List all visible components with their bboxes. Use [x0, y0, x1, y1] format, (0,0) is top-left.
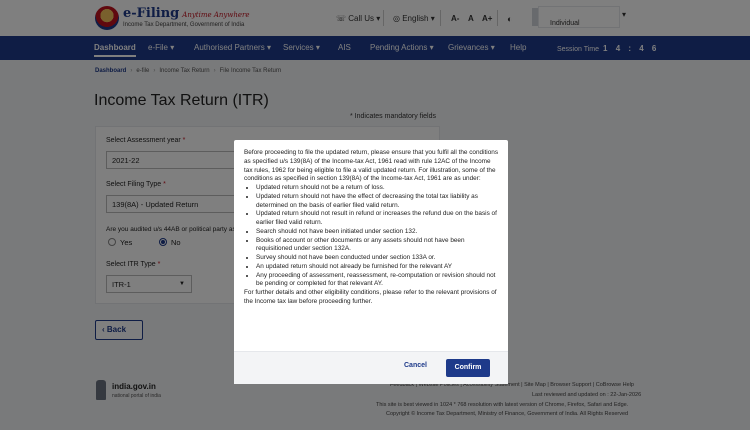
conditions-list [244, 184, 500, 289]
condition-item: • Updated return should not be a return of loss. [256, 184, 500, 193]
condition-item: • Books of account or other documents or any assets should not have been requisitioned under section 132A. [256, 237, 500, 255]
condition-item: • Survey should not have been conducted under section 133A or. [256, 254, 500, 263]
condition-item: • An updated return should not already be furnished for the relevant AY [256, 263, 500, 272]
cancel-button[interactable]: Cancel [404, 362, 427, 369]
confirm-button[interactable]: Confirm [446, 359, 490, 377]
dialog-footer [234, 351, 508, 384]
dialog-intro: Before proceeding to file the updated return, please ensure that you fulfil all the conditions as specified u/s 139(8A) of the Income-tax Act, 1961 read with rule 12AC of the Income tax rules, 1962 for being eligible to file a valid updated return. For illustration, some of the conditions as specified in section 139(8A) of the Income-tax Act, 1961 are as under: [244, 149, 499, 183]
dialog-body [244, 149, 500, 307]
condition-item: • Search should not have been initiated under section 132. [256, 228, 500, 237]
dialog-outro: For further details and other eligibility conditions, please refer to the relevant provisions of the Income tax law before proceeding further. [244, 289, 497, 305]
condition-item: • Any proceeding of assessment, reassessment, re-computation or revision should not be pending or completed for that relevant AY. [256, 272, 500, 290]
updated-return-dialog [234, 140, 508, 384]
condition-item: • Updated return should not have the effect of decreasing the total tax liability as determined on the basis of earlier filed valid return. [256, 193, 500, 211]
condition-item: • Updated return should not result in refund or increases the refund due on the basis of earlier filed valid return. [256, 210, 500, 228]
